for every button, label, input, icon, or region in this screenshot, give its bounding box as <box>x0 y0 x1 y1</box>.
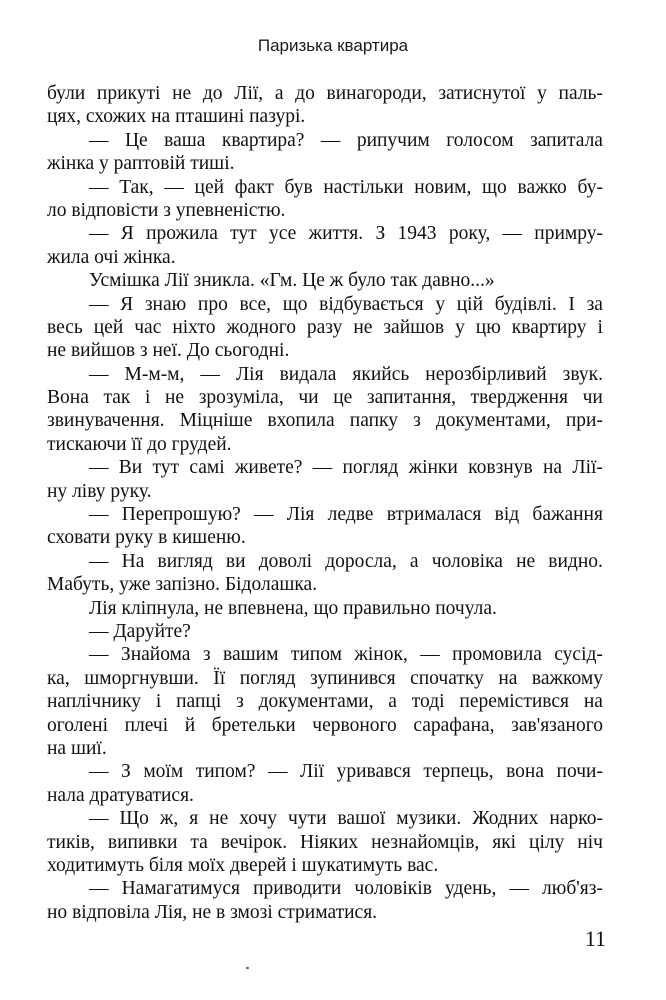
text-line: — Перепрошую? — Лія ледве втрималася від бажання <box>89 504 603 526</box>
text-line: ходитимуть біля моїх дверей і шукатимуть вас. <box>47 854 439 876</box>
text-line: — На вигляд ви доволі доросла, а чоловіка не видно. <box>89 550 603 572</box>
text-line: на шиї. <box>47 737 107 759</box>
text-line: — Даруйте? <box>89 620 191 642</box>
text-line: — Я прожила тут усе життя. З 1943 року, — примру- <box>89 223 603 245</box>
text-line: Вона так і не зрозуміла, чи це запитання, твердження чи <box>47 387 603 409</box>
text-line: були прикуті не до Лії, а до винагороди, затиснутої у паль- <box>47 83 603 104</box>
text-line: — Я знаю про все, що відбувається у цій будівлі. І за <box>89 293 603 315</box>
text-line: но відповіла Лія, не в змозі стриматися. <box>47 901 378 923</box>
text-line: Усмішка Лії зникла. «Гм. Це ж було так давно...» <box>89 270 495 292</box>
page-number: 11 <box>584 926 606 951</box>
text-line: ну ліву руку. <box>47 480 152 502</box>
text-line: наплічнику і папці з документами, а тоді перемістився на <box>47 691 603 713</box>
body-text <box>47 82 603 924</box>
text-line: цях, схожих на пташині пазурі. <box>47 106 306 128</box>
text-line: сховати руку в кишеню. <box>47 527 246 549</box>
text-line: тиків, випивки та вечірок. Ніяких незнайомців, які цілу ніч <box>47 831 603 853</box>
text-line: нала дратуватися. <box>47 784 194 806</box>
text-line: — Ви тут самі живете? — погляд жінки ковзнув на Лії- <box>89 457 603 479</box>
text-line: Лія кліпнула, не впевнена, що правильно почула. <box>89 597 497 619</box>
text-line: звинувачення. Міцніше вхопила папку з документами, при- <box>47 410 603 432</box>
text-line: — М-м-м, — Лія видала якийсь нерозбірливий звук. <box>89 363 603 385</box>
text-line: — Знайома з вашим типом жінок, — промовила сусід- <box>89 644 603 666</box>
text-line: жила очі жінка. <box>47 246 176 268</box>
text-line: — Так, — цей факт був настільки новим, що важко бу- <box>89 176 603 198</box>
text-line: тискаючи її до грудей. <box>47 433 232 455</box>
text-line: — Що ж, я не хочу чути вашої музики. Жодних нарко- <box>89 808 603 830</box>
text-line: оголені плечі й бретельки червоного сарафана, зав'язаного <box>47 714 603 736</box>
text-line: — Намагатимуся приводити чоловіків удень, — люб'яз- <box>89 878 603 900</box>
text-line: ка, шморгнувши. Її погляд зупинився спочатку на важкому <box>47 667 603 689</box>
print-speck <box>246 967 249 969</box>
text-line: — З моїм типом? — Лії уривався терпець, вона почи- <box>89 761 603 783</box>
running-header: Паризька квартира <box>257 36 409 55</box>
text-line: ло відповісти з упевненістю. <box>47 199 286 221</box>
text-line: Мабуть, уже запізно. Бідолашка. <box>47 574 318 596</box>
text-line: жінка у раптовій тиші. <box>47 153 235 175</box>
text-line: весь цей час ніхто жодного разу не зайшов у цю квартиру і <box>47 316 603 338</box>
text-line: не вийшов з неї. До сьогодні. <box>47 340 290 362</box>
text-line: — Це ваша квартира? — рипучим голосом запитала <box>89 129 603 151</box>
